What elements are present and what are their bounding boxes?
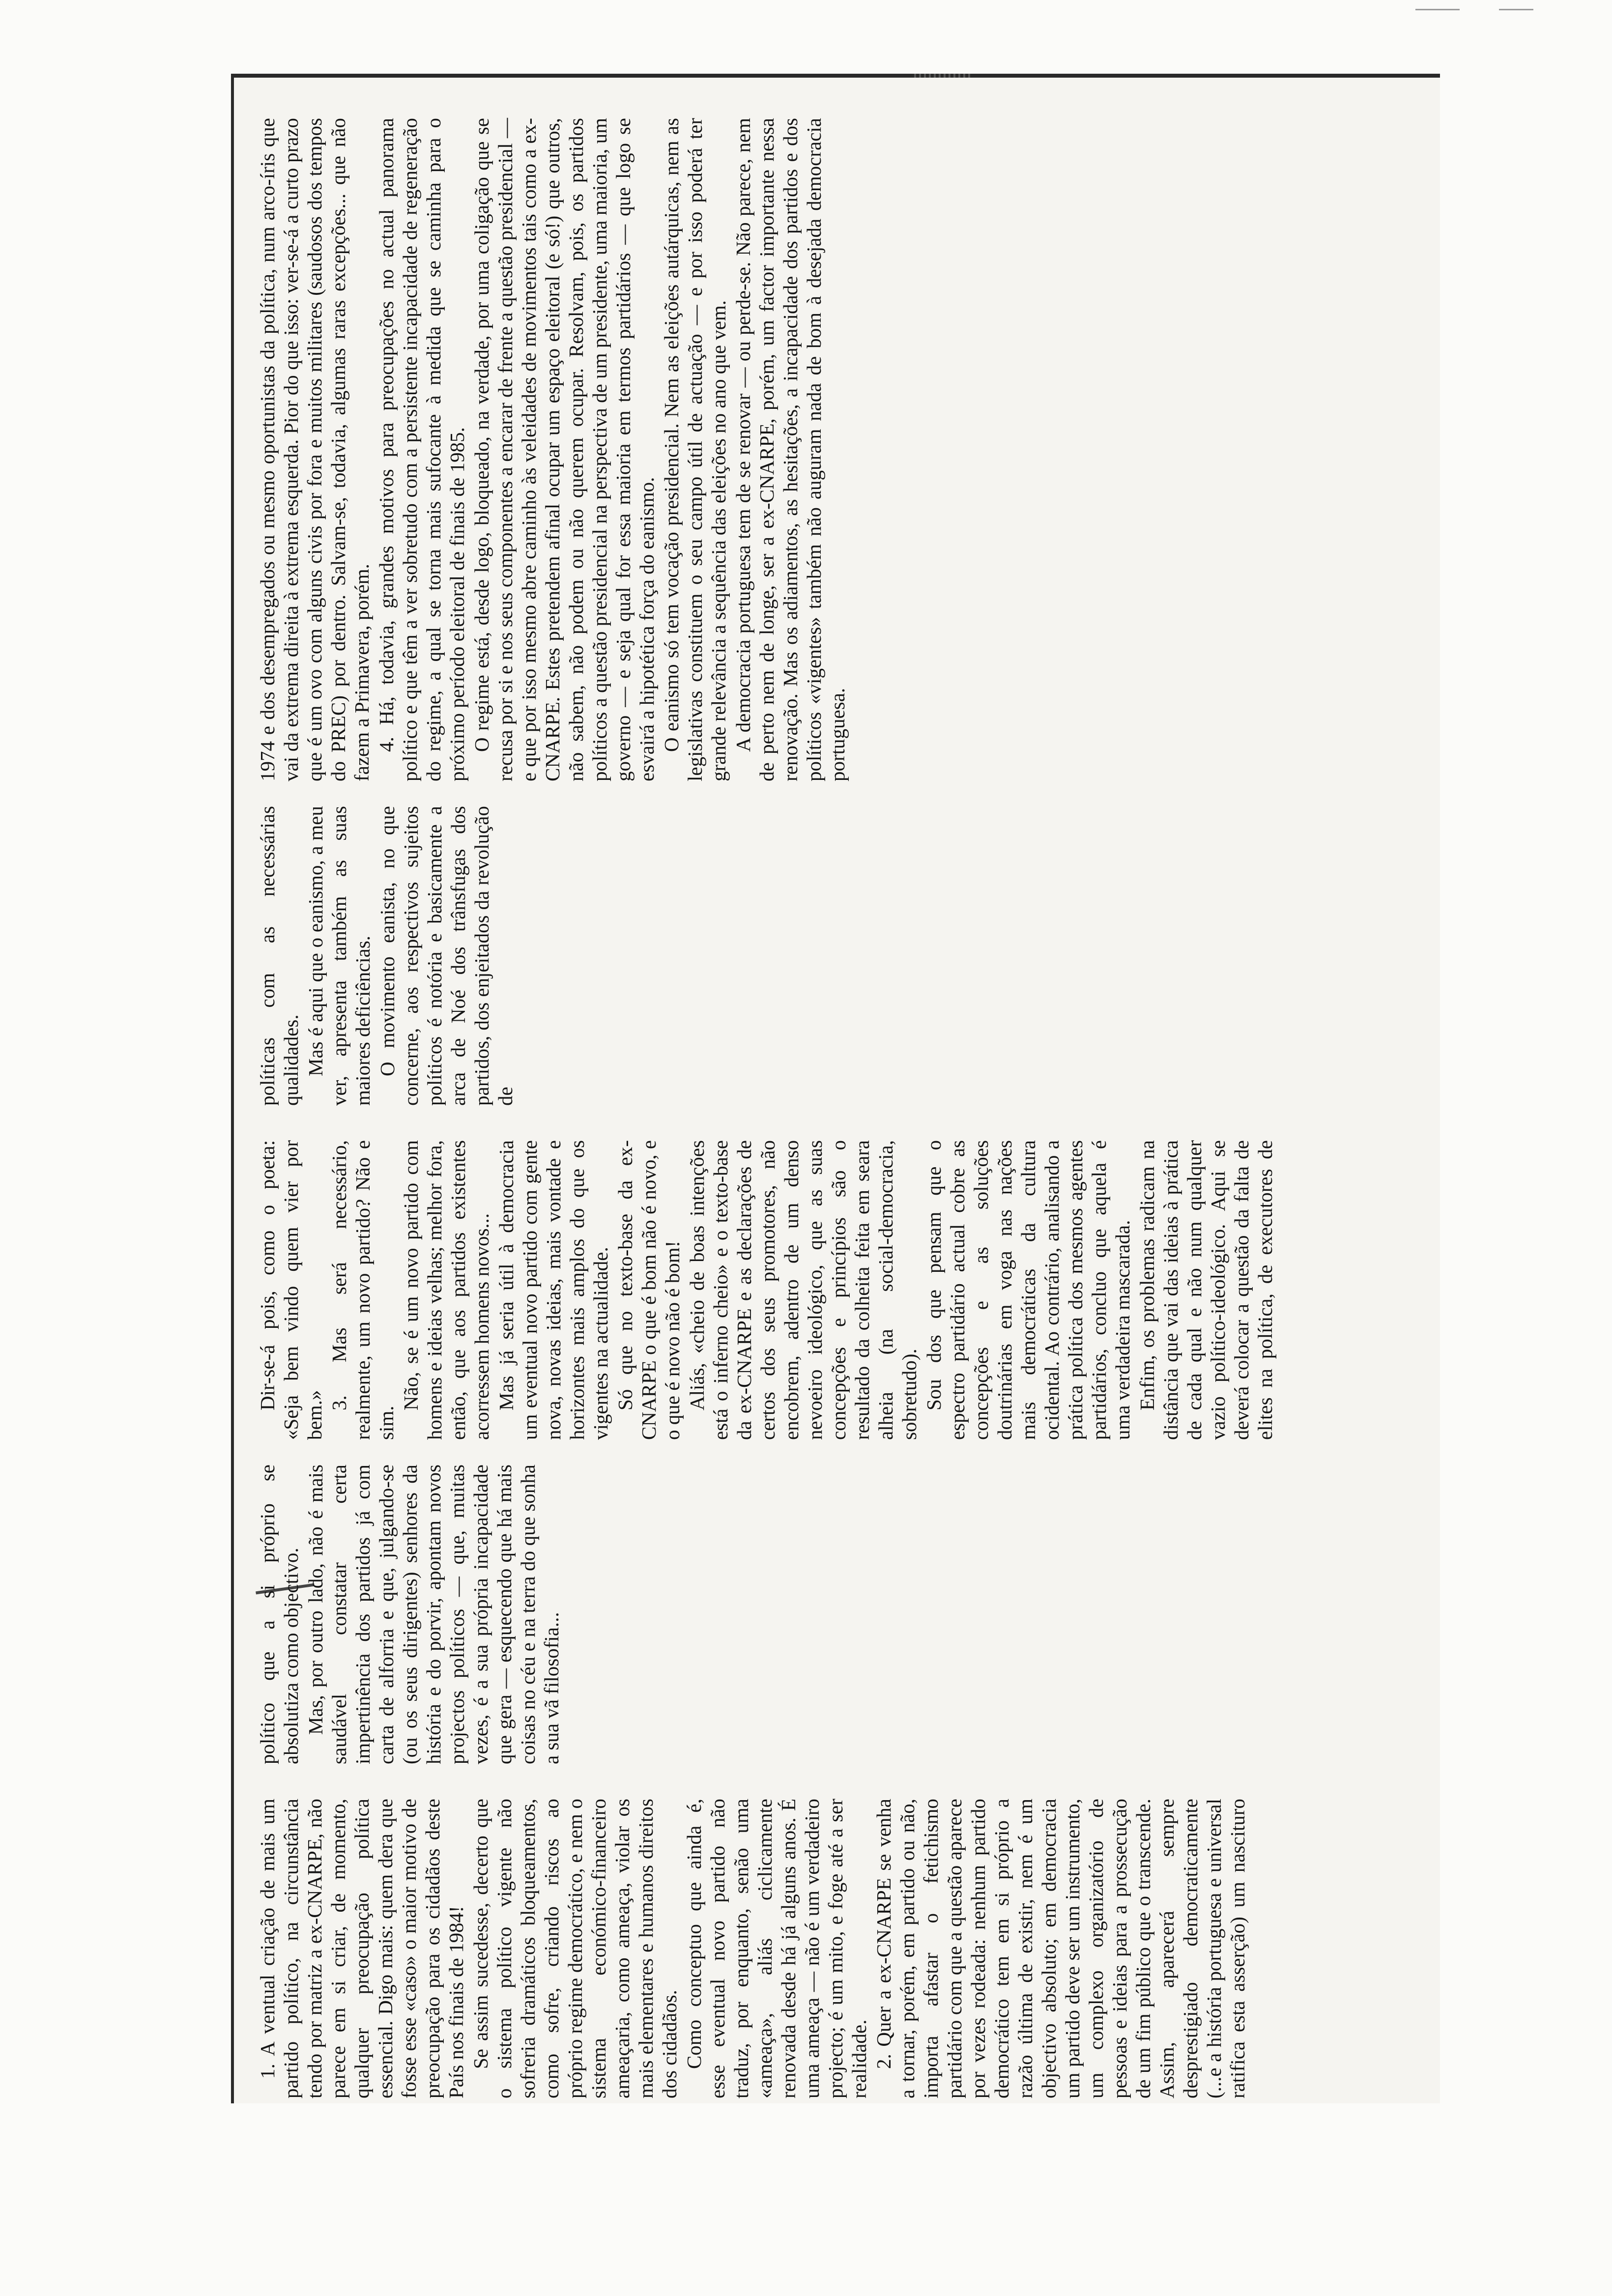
article-column-3 (256, 118, 1278, 781)
paragraph: O eanismo só tem vocação presidencial. Nem as eleições autárquicas, nem as legislativas constituem o seu campo útil de actuação — e por isso poderá ter grande relevância a sequência das eleições no ano que vem. (660, 118, 730, 781)
paragraph: Não, se é um novo partido com homens e ideias velhas; melhor fora, então, que aos partidos existentes acorressem homens novos... (400, 1140, 493, 1440)
paragraph: Mas já seria útil à democracia um eventual novo partido com gente nova, novas ideias, mais vontade e horizontes mais amplos do que os vigentes na actualidade. (495, 1140, 612, 1440)
paragraph: O regime está, desde logo, bloqueado, na verdade, por uma coligação que se recusa por si e nos seus componentes a encarar de frente a questão presidencial — e que por isso mesmo abre caminho às veleidades de movimentos tais como a ex-CNARPE. Estes pretendem afinal ocupar um espaço eleitoral (e só!) que outros, não sabem, não podem ou não querem ocupar. Resolvam, pois, os partidos políticos a questão presidencial na perspectiva de um presidente, uma maioria, um governo — e seja qual for essa maioria em termos partidários — que logo se esvairá a hipotética força do eanismo. (470, 118, 658, 781)
article-column-1 (256, 1464, 1278, 2098)
scan-mark (1499, 9, 1533, 10)
paragraph: Só que no texto-base da ex-CNARPE o que é bom não é novo, e o que é novo não é bom! (614, 1140, 684, 1440)
paragraph: 2. Quer a ex-CNARPE se venha a tornar, porém, em partido ou não, importa afastar o fetichismo partidário com que a questão aparece por vezes rodeada: nenhum partido democrático tem em si próprio a razão última de existir, nem é um objectivo absoluto; em democracia um partido deve ser um instrumento, um complexo organizatório de pessoas e ideias para a prossecução de um fim público que o transcende. Assim, aparecerá sempre desprestigiado democraticamente (...e a história portuguesa e universal ratifica esta asserção) um nascituro político que a si próprio se absolutiza como objectivo. (256, 1464, 1249, 2098)
clipping-top-border (231, 74, 1440, 78)
paragraph: 1. A ventual criação de mais um partido político, na circunstância tendo por matriz a ex-CNARPE, não parece em si criar, de momento, qualquer preocupação política essencial. Digo mais: quem dera que fosse esse «caso» o maior motivo de preocupação para os cidadãos deste País nos finais de 1984! (256, 1799, 467, 2098)
paragraph: 1974 e dos desempregados ou mesmo oportunistas da política, num arco-íris que vai da extrema direita à extrema esquerda. Pior do que isso: ver-se-á a curto prazo que é um ovo com alguns civis por fora e muitos militares (saudosos dos tempos do PREC) por dentro. Salvam-se, todavia, algumas raras excepções... que não fazem a Primavera, porém. (256, 118, 373, 781)
paragraph: O movimento eanista, no que concerne, aos respectivos sujeitos políticos é notória e basicamente a arca de Noé dos trânsfugas dos partidos, dos enjeitados da revolução de (376, 806, 517, 1106)
paragraph: Dir-se-á pois, como o poeta: «Seja bem vindo quem vier por bem.» (256, 1140, 326, 1440)
paragraph: A democracia portuguesa tem de se renovar — ou perde-se. Não parece, nem de perto nem de longe, ser a ex-CNARPE, porém, um factor importante nessa renovação. Mas os adiamentos, as hesitações, a incapacidade dos partidos e dos políticos «vigentes» também não auguram nada de bom à desejada democracia portuguesa. (732, 118, 849, 781)
paragraph: Enfim, os problemas radicam na distância que vai das ideias à prática de cada qual e não num qualquer vazio político-ideológico. Aqui se deverá colocar a questão da falta de elites na política, de executores de políticas com as necessárias qualidades. (256, 806, 1276, 1440)
paragraph: Como conceptuo que ainda é, esse eventual novo partido não traduz, por enquanto, senão uma «ameaça», aliás ciclicamente renovada desde há já alguns anos. É uma ameaça — não é um verdadeiro projecto; é um mito, e foge até a ser realidade. (683, 1799, 870, 2098)
paragraph: Mas é aqui que o eanismo, a meu ver, apresenta também as suas maiores deficiências. (304, 806, 374, 1106)
paragraph: Mas, por outro lado, não é mais saudável constatar certa impertinência dos partidos já com carta de alforria e que, julgando-se (ou os seus dirigentes) senhores da história e do porvir, apontam novos projectos políticos — que, muitas vezes, é a sua própria incapacidade que gera — esquecendo que há mais coisas no céu e na terra do que sonha a sua vã filosofia... (304, 1464, 563, 1764)
paragraph: Aliás, «cheio de boas intenções está o inferno cheio» e o texto-base da ex-CNARPE e as declarações de certos dos seus promotores, não encobrem, adentro de um denso nevoeiro ideológico, que as suas concepções e princípios são o resultado da colheita feita em seara alheia (na social-democracia, sobretudo). (686, 1140, 921, 1440)
rotated-article (256, 93, 1278, 2098)
article-column-2 (256, 806, 1278, 1440)
paragraph: Se assim sucedesse, decerto que o sistema político vigente não sofreria dramáticos bloqueamentos, como sofre, criando riscos ao próprio regime democrático, e nem o sistema económico-financeiro ameaçaria, como ameaça, violar os mais elementares e humanos direitos dos cidadãos. (469, 1799, 681, 2098)
paragraph: 4. Há, todavia, grandes motivos para preocupações no actual panorama político e que têm a ver sobretudo com a persistente incapacidade de regeneração do regime, a qual se torna mais sufocante à medida que se caminha para o próximo período eleitoral de finais de 1985. (375, 118, 468, 781)
scan-mark (1415, 9, 1460, 10)
paragraph: 3. Mas será necessário, realmente, um novo partido? Não e sim. (328, 1140, 398, 1440)
paragraph: Sou dos que pensam que o espectro partidário actual cobre as concepções e as soluções doutrinárias em voga nas nações mais democráticas da cultura ocidental. Ao contrário, analisando a prática política dos mesmos agentes partidários, concluo que aquela é uma verdadeira mascarada. (922, 1140, 1134, 1440)
dotted-rule (914, 74, 973, 78)
clipping-left-border (231, 74, 234, 2103)
